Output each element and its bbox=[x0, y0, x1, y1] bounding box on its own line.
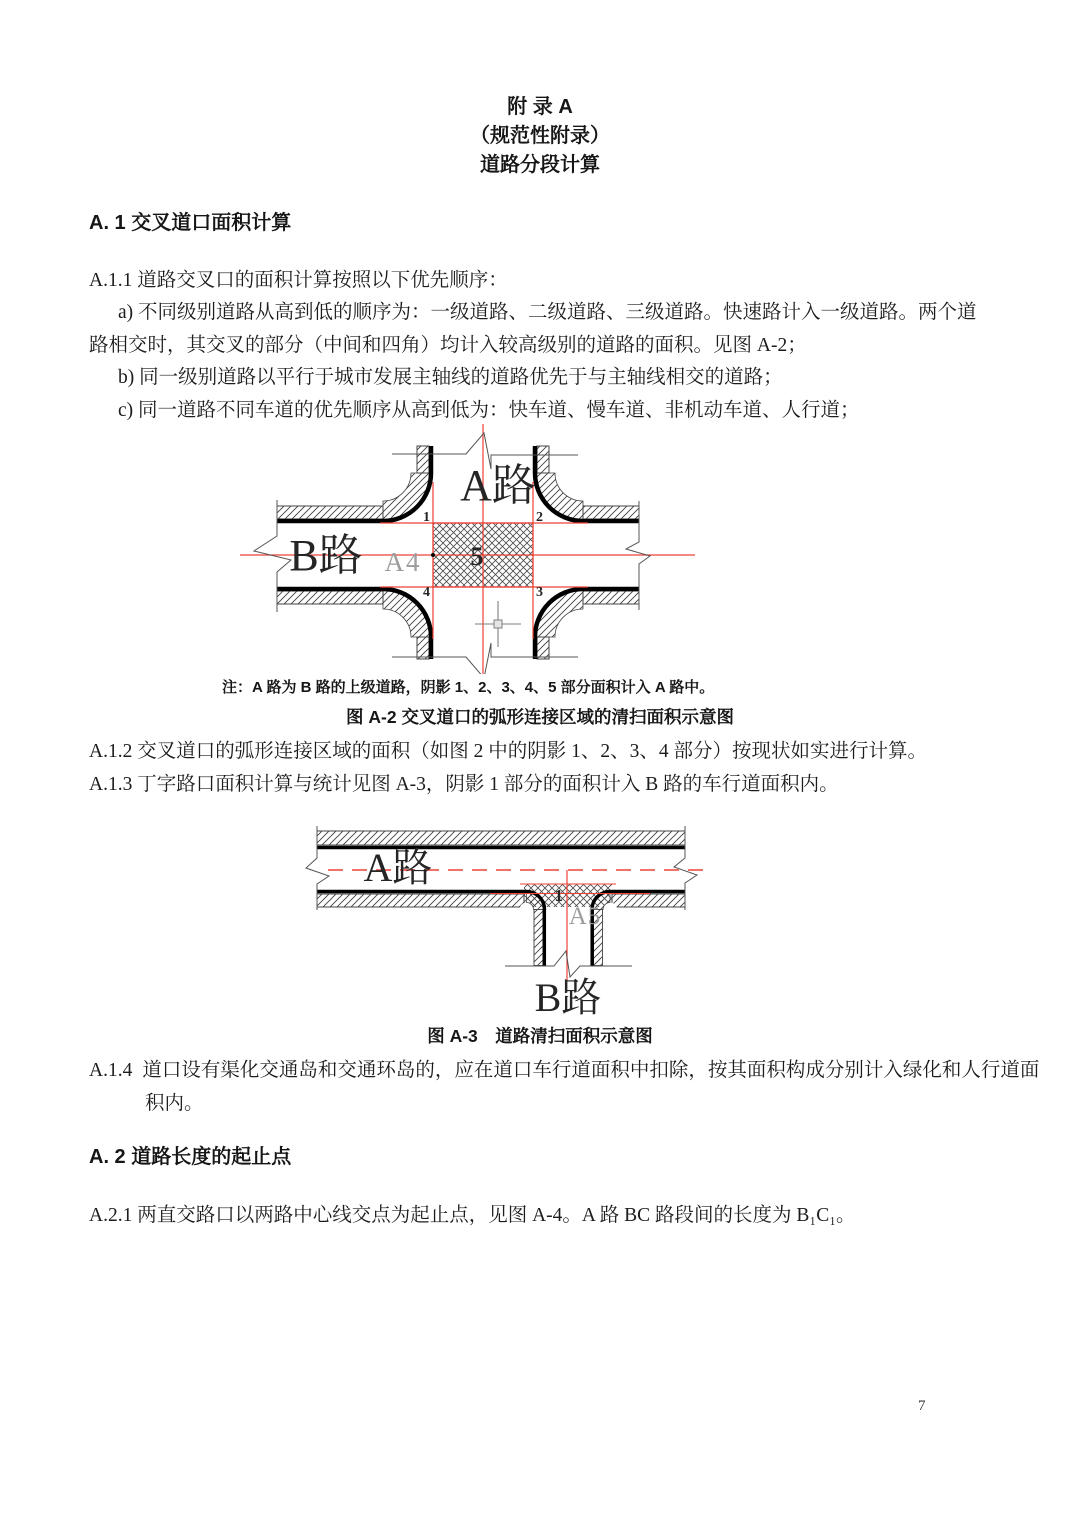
figure-a2-zone2-label: 2 bbox=[536, 510, 543, 525]
figure-a2-road-b-label: B路 bbox=[289, 531, 363, 580]
leader-dot bbox=[431, 553, 435, 557]
paragraph-a114-text: 道口设有渠化交通岛和交通环岛的，应在道口车行道面积中扣除，按其面积构成分别计入绿化和人行道面积内。 bbox=[142, 1060, 1040, 1114]
appendix-topic: 道路分段计算 bbox=[480, 154, 600, 176]
appendix-subtitle: （规范性附录） bbox=[470, 125, 610, 147]
paragraph-a112: A.1.2 交叉道口的弧形连接区域的面积（如图 2 中的阴影 1、2、3、4 部分）按现状如实进行计算。 bbox=[89, 741, 927, 762]
figure-a2-zone5-label: 5 bbox=[470, 542, 484, 571]
paragraph-a111: A.1.1 道路交叉口的面积计算按照以下优先顺序： bbox=[89, 270, 508, 291]
section-a1-heading: A. 1 交叉道口面积计算 bbox=[89, 212, 292, 234]
list-item-a: a) 不同级别道路从高到低的顺序为：一级道路、二级道路、三级道路。快速路计入一级道路。两个道路相交时，其交叉的部分（中间和四角）均计入较高级别的道路的面积。见图 A-2； bbox=[89, 302, 977, 356]
list-item-c: c) 同一道路不同车道的优先顺序从高到低为：快车道、慢车道、非机动车道、人行道； bbox=[118, 399, 860, 421]
paragraph-a113: A.1.3 丁字路口面积计算与统计见图 A-3，阴影 1 部分的面积计入 B 路的车行道面积内。 bbox=[89, 774, 839, 795]
figure-a3-t-intersection bbox=[300, 818, 760, 1023]
figure-a2-note: 注：A 路为 B 路的上级道路，阴影 1、2、3、4、5 部分面积计入 A 路中。 bbox=[222, 679, 715, 696]
bottom-sidewalk-bands bbox=[317, 894, 685, 907]
figure-a2-road-a-label: A路 bbox=[460, 461, 536, 510]
paragraph-a114 bbox=[89, 1055, 1051, 1120]
priority-list bbox=[89, 297, 995, 427]
paragraph-a121: A.2.1 两直交路口以两路中心线交点为起止点，见图 A-4。A 路 BC 路段间的长度为 B₁C₁。 bbox=[89, 1205, 856, 1226]
appendix-title: 附 录 A bbox=[507, 96, 573, 118]
paragraph-a114-label: A.1.4 bbox=[89, 1060, 133, 1081]
list-item-b: b) 同一级别道路以平行于城市发展主轴线的道路优先于与主轴线相交的道路； bbox=[118, 367, 783, 388]
figure-a2-area-a4-label: A4 bbox=[384, 547, 422, 577]
figure-a2-cross-intersection bbox=[240, 424, 800, 674]
figure-a2-caption: 图 A-2 交叉道口的弧形连接区域的清扫面积示意图 bbox=[346, 707, 734, 727]
figure-a3-zone1-label: 1 bbox=[554, 886, 563, 905]
figure-a2-zone1-label: 1 bbox=[423, 510, 430, 525]
top-sidewalk-band bbox=[317, 831, 685, 845]
figure-a2-zone4-label: 4 bbox=[423, 585, 430, 600]
page-number: 7 bbox=[918, 1398, 926, 1414]
figure-a3-caption: 图 A-3 道路清扫面积示意图 bbox=[427, 1026, 653, 1046]
figure-a3-road-a-label: A路 bbox=[363, 845, 433, 890]
section-a2-heading: A. 2 道路长度的起止点 bbox=[89, 1146, 292, 1168]
figure-a2-zone3-label: 3 bbox=[536, 585, 543, 600]
figure-a3-area-a5-label: A5 bbox=[568, 903, 602, 930]
crosshair-icon bbox=[475, 601, 521, 647]
figure-a3-road-b-label: B路 bbox=[534, 975, 602, 1020]
appendix-title-block bbox=[0, 93, 1080, 180]
